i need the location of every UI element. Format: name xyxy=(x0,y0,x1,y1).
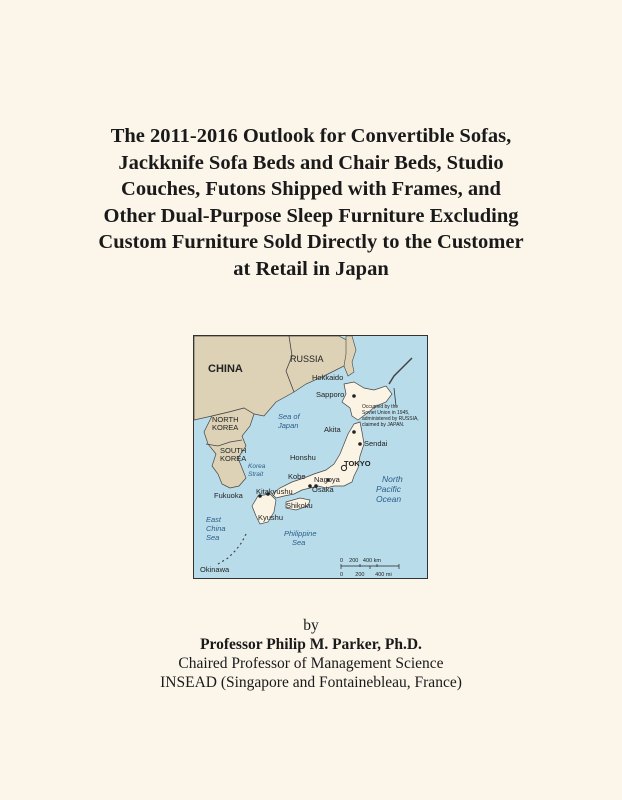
label-akita: Akita xyxy=(324,425,341,434)
label-okinawa: Okinawa xyxy=(200,565,230,574)
label-scale-km: 0 200 400 km xyxy=(340,558,381,564)
label-china: CHINA xyxy=(208,363,243,375)
label-east-china-sea-1: East xyxy=(206,515,222,524)
title-line: Jackknife Sofa Beds and Chair Beds, Studio xyxy=(118,151,504,174)
label-south-korea-1: SOUTH xyxy=(220,446,247,455)
label-north-korea-2: KOREA xyxy=(212,423,239,432)
label-occupied-1: Occupied by the xyxy=(362,404,399,410)
title-line: Couches, Futons Shipped with Frames, and xyxy=(121,178,501,200)
label-korea-strait-1: Korea xyxy=(248,463,266,470)
city-dot-akita xyxy=(352,430,356,434)
japan-map xyxy=(193,335,428,579)
title-line: at Retail in Japan xyxy=(233,257,389,280)
city-dot-sendai xyxy=(358,442,362,446)
title-line: Custom Furniture Sold Directly to the Customer xyxy=(98,231,524,253)
label-north-pacific-2: Pacific xyxy=(376,484,402,494)
author-name: Professor Philip M. Parker, Ph.D. xyxy=(200,636,422,653)
label-sapporo: Sapporo xyxy=(316,390,345,399)
book-title xyxy=(40,123,582,282)
title-line: The 2011-2016 Outlook for Convertible Sofas, xyxy=(110,125,512,147)
label-east-china-sea-2: China xyxy=(206,524,226,533)
label-north-pacific-3: Ocean xyxy=(376,494,402,504)
label-nagoya: Nagoya xyxy=(314,475,340,484)
label-north-korea-1: NORTH xyxy=(212,415,239,424)
label-kyushu: Kyushu xyxy=(258,513,284,522)
label-fukuoka: Fukuoka xyxy=(214,491,243,500)
label-kobe: Kobe xyxy=(288,472,306,481)
label-russia: RUSSIA xyxy=(290,354,324,364)
label-sea-of-japan-1: Sea of xyxy=(278,412,300,421)
city-dot-sapporo xyxy=(352,394,356,398)
label-hokkaido: Hokkaido xyxy=(312,373,344,382)
author-role: Chaired Professor of Management Science xyxy=(178,655,444,672)
label-east-china-sea-3: Sea xyxy=(206,533,220,542)
label-sendai: Sendai xyxy=(364,439,388,448)
japan-map-graphic xyxy=(194,336,427,578)
label-occupied-2: Soviet Union in 1945, xyxy=(362,410,410,416)
label-shikoku: Shikoku xyxy=(286,501,313,510)
label-philippine-sea-2: Sea xyxy=(292,538,306,547)
by-label: by xyxy=(303,617,319,634)
title-line: Other Dual-Purpose Sleep Furniture Excluding xyxy=(103,204,519,227)
label-tokyo: TOKYO xyxy=(344,459,371,468)
label-scale-mi: 0 200 400 mi xyxy=(340,572,392,578)
label-occupied-4: claimed by JAPAN. xyxy=(362,422,405,428)
label-north-pacific-1: North xyxy=(382,474,403,484)
label-south-korea-2: KOREA xyxy=(220,454,247,463)
author-institution: INSEAD (Singapore and Fontainebleau, France) xyxy=(160,674,462,691)
label-osaka: Osaka xyxy=(312,485,334,494)
label-korea-strait-2: Strait xyxy=(248,471,264,478)
label-sea-of-japan-2: Japan xyxy=(278,421,299,430)
label-honshu: Honshu xyxy=(290,453,316,462)
label-philippine-sea-1: Philippine xyxy=(284,529,317,538)
label-kitakyushu: Kitakyushu xyxy=(256,487,293,496)
label-occupied-3: administered by RUSSIA, xyxy=(362,416,419,422)
